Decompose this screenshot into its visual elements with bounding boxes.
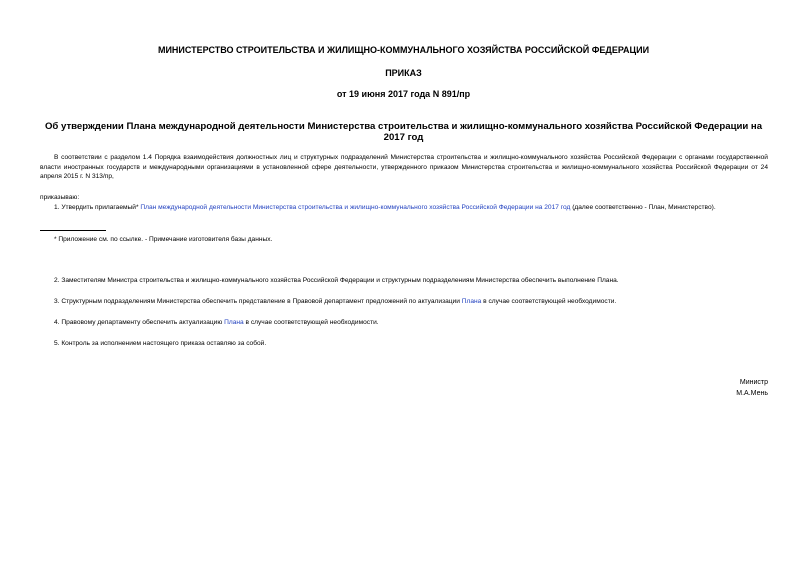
plan-link[interactable]: План международной деятельности Министерства строительства и жилищно-коммунального хозяйства Российской Федерации на 2017 год — [140, 204, 571, 211]
preamble-paragraph: В соответствии с разделом 1.4 Порядка взаимодействия должностных лиц и структурных подразделений Министерства строительства и жилищно-коммунального хозяйства Российской Федерации с органами государственной власти иностранных государств и международными организациями в установленной сфере деятельности, утвержденного приказом Министерства строительства и жилищно-коммунального хозяйства Российской Федерации от 24 апреля 2015 г. N 313/пр, — [40, 154, 768, 180]
item-3-text: 3. Структурным подразделениям Министерства обеспечить представление в Правовой департамент предложений по актуализации — [54, 298, 460, 305]
order-word: приказываю: — [40, 194, 80, 201]
signature-name: М.А.Мень — [736, 390, 768, 397]
signature-position: Министр — [739, 379, 768, 386]
item-3-suffix: в случае соответствующей необходимости. — [483, 298, 617, 305]
item-1-text: 1. Утвердить прилагаемый* — [54, 204, 139, 211]
footnote-divider — [40, 230, 106, 231]
document-title: Об утверждении Плана международной деятельности Министерства строительства и жилищно-коммунального хозяйства Российской Федерации на 2017 год — [44, 121, 763, 143]
item-3-paragraph — [40, 297, 768, 307]
item-5-paragraph: 5. Контроль за исполнением настоящего приказа оставляю за собой. — [54, 340, 267, 347]
item-4-text: 4. Правовому департаменту обеспечить актуализацию — [54, 319, 223, 326]
ministry-header: МИНИСТЕРСТВО СТРОИТЕЛЬСТВА И ЖИЛИЩНО-КОММУНАЛЬНОГО ХОЗЯЙСТВА РОССИЙСКОЙ ФЕДЕРАЦИИ — [157, 45, 650, 55]
item-2-paragraph: 2. Заместителям Министра строительства и жилищно-коммунального хозяйства Российской Федерации и структурным подразделениям Министерства обеспечить выполнение Плана. — [54, 277, 619, 284]
document-type: ПРИКАЗ — [385, 68, 422, 78]
footnote: * Приложение см. по ссылке. - Примечание изготовителя базы данных. — [54, 236, 273, 243]
plan-link-item-4[interactable]: Плана — [224, 319, 244, 326]
item-4-paragraph — [40, 318, 768, 328]
item-4-suffix: в случае соответствующей необходимости. — [245, 319, 379, 326]
item-1-suffix: (далее соответственно - План, Министерство). — [572, 204, 716, 211]
document-date-number: от 19 июня 2017 года N 891/пр — [336, 89, 471, 99]
item-1-paragraph — [40, 203, 768, 213]
plan-link-item-3[interactable]: Плана — [461, 298, 482, 305]
